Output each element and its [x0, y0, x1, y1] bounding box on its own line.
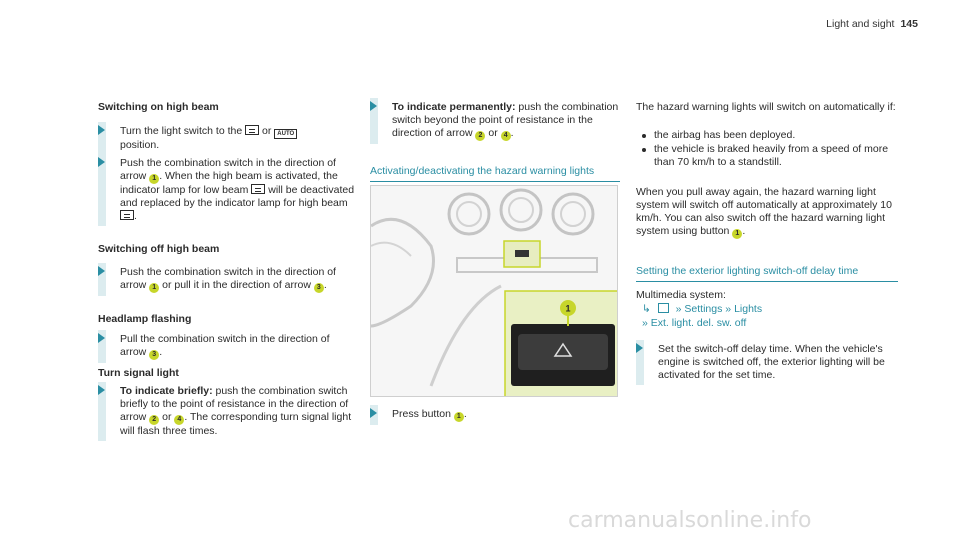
callout-3: 3: [314, 283, 324, 293]
auto-icon: AUTO: [274, 129, 297, 139]
menu-ext-light-delay: Ext. light. del. sw. off: [650, 317, 747, 329]
arrow-icon: [370, 101, 377, 111]
dashboard-illustration: [371, 186, 618, 397]
page-number: 145: [900, 18, 918, 30]
menu-settings: Settings: [684, 303, 723, 315]
heading-turn-signal: Turn signal light: [98, 367, 179, 379]
hazard-button-figure: [370, 185, 618, 397]
bullet-braking: the vehicle is braked heavily from a speed of more than 70 km/h to a standstill.: [642, 143, 891, 169]
page-header: [826, 18, 918, 31]
callout-3: 3: [149, 350, 159, 360]
callout-1: 1: [149, 174, 159, 184]
bullet-dot-icon: [642, 148, 646, 152]
arrow-icon: [98, 385, 105, 395]
bullet-dot-icon: [642, 134, 646, 138]
low-beam-icon: [251, 184, 265, 194]
callout-1: 1: [149, 283, 159, 293]
step-indicate-briefly: To indicate briefly: push the combination switch briefly to the point of resistance in the direction of arrow 2 or 4 . The corresponding turn signal light will flash three times.: [98, 385, 356, 438]
arrow-icon: [98, 266, 105, 276]
heading-headlamp-flashing: Headlamp flashing: [98, 313, 192, 325]
section-title-hazard: Activating/deactivating the hazard warning lights: [370, 165, 620, 182]
menu-lights: Lights: [734, 303, 763, 315]
callout-1: 1: [454, 412, 464, 422]
step-press-button: Press button 1 .: [370, 408, 620, 422]
menu-path: [636, 303, 898, 330]
navigate-arrow-icon: ↳: [642, 303, 651, 315]
bullet-airbag: the airbag has been deployed.: [642, 129, 891, 142]
arrow-icon: [370, 408, 377, 418]
hazard-auto-off-text: When you pull away again, the hazard warning light system will switch off automatically at approximately 10 km/h. You can also switch off the hazard warning light system using button 1 .: [636, 186, 892, 237]
step-indicate-permanently: To indicate permanently: push the combination switch beyond the point of resistance in the direction of arrow 2 or 4 .: [370, 101, 620, 141]
chevron-right-icon: »: [642, 317, 648, 329]
section-title-switch-off-delay: Setting the exterior lighting switch-off delay time: [636, 265, 898, 282]
heading-high-beam-on: Switching on high beam: [98, 101, 219, 113]
arrow-icon: [98, 333, 105, 343]
callout-4: 4: [501, 131, 511, 141]
callout-1: 1: [732, 229, 742, 239]
callout-4: 4: [174, 415, 184, 425]
high-beam-icon: [120, 210, 134, 220]
hazard-auto-intro: The hazard warning lights will switch on automatically if:: [636, 101, 896, 113]
step-light-switch: Turn the light switch to the or AUTO position.: [98, 125, 356, 152]
step-switch-off: Push the combination switch in the direction of arrow 1 or pull it in the direction of arrow 3 .: [98, 266, 356, 293]
chevron-right-icon: »: [725, 303, 732, 315]
header-section: Light and sight: [826, 18, 895, 30]
step-set-delay: Set the switch-off delay time. When the vehicle's engine is switched off, the exterior lighting will be activated for the set time.: [636, 343, 898, 382]
watermark: carmanualsonline.info: [568, 508, 812, 533]
low-beam-icon: [245, 125, 259, 135]
step-push-switch: Push the combination switch in the direction of arrow 1 . When the high beam is activated, the indicator lamp for low beam will be deactivated and replaced by the indicator lamp for high beam .: [98, 157, 356, 223]
callout-2: 2: [475, 131, 485, 141]
arrow-icon: [98, 125, 105, 135]
multimedia-label: Multimedia system:: [636, 289, 726, 301]
callout-2: 2: [149, 415, 159, 425]
arrow-icon: [98, 157, 105, 167]
heading-high-beam-off: Switching off high beam: [98, 243, 220, 255]
figure-callout-1: 1: [565, 303, 571, 314]
step-pull-switch: Pull the combination switch in the direction of arrow 3 .: [98, 333, 356, 360]
chevron-right-icon: »: [675, 303, 682, 315]
home-icon: [658, 303, 669, 313]
arrow-icon: [636, 343, 643, 353]
